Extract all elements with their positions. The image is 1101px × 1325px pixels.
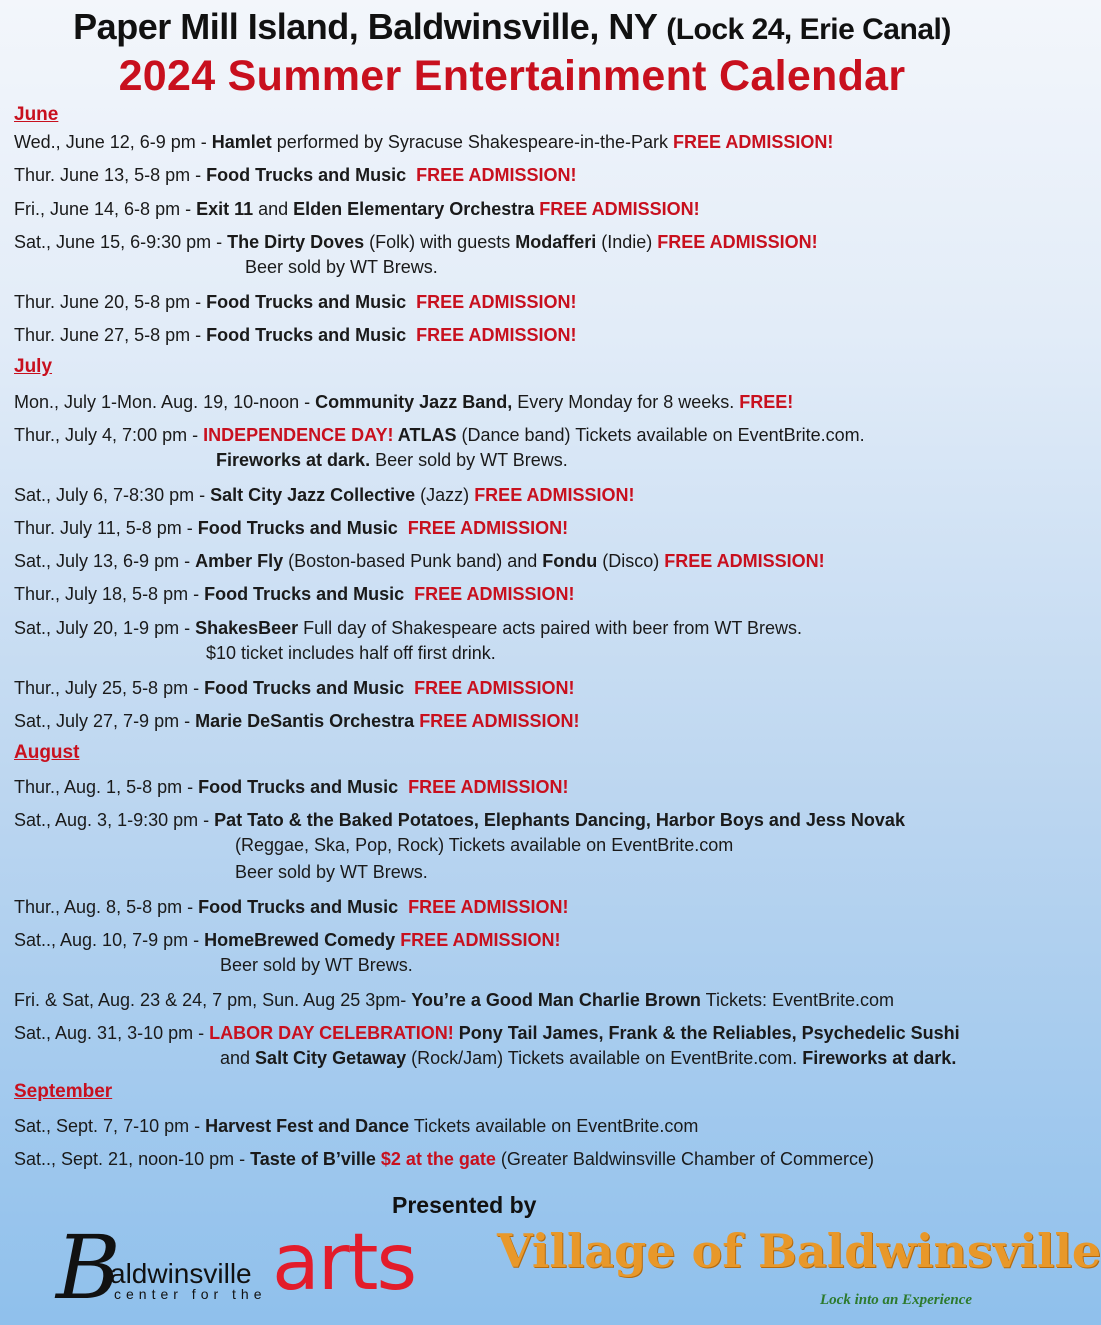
event-row: Sat.., Aug. 10, 7-9 pm - HomeBrewed Comedy FREE ADMISSION! — [14, 930, 561, 950]
month-heading-july: July — [14, 356, 53, 377]
village-of-baldwinsville-logo: Village of Baldwinsville — [497, 1224, 1101, 1278]
event-row: Mon., July 1-Mon. Aug. 19, 10-noon - Community Jazz Band, Every Monday for 8 weeks. FREE! — [14, 392, 794, 412]
event-continuation: (Reggae, Ska, Pop, Rock) Tickets available on EventBrite.com — [235, 835, 734, 855]
event-continuation: Beer sold by WT Brews. — [220, 955, 413, 975]
presented-by-label: Presented by — [392, 1192, 537, 1218]
event-row: Thur., July 18, 5-8 pm - Food Trucks and Music FREE ADMISSION! — [14, 584, 575, 604]
event-row: Sat., July 27, 7-9 pm - Marie DeSantis Orchestra FREE ADMISSION! — [14, 711, 580, 731]
village-tagline: Lock into an Experience — [820, 1292, 973, 1308]
event-row: Sat., July 13, 6-9 pm - Amber Fly (Boston-based Punk band) and Fondu (Disco) FREE ADMISSION! — [14, 551, 825, 571]
event-row: Sat., July 6, 7-8:30 pm - Salt City Jazz Collective (Jazz) FREE ADMISSION! — [14, 485, 635, 505]
event-row: Thur. June 27, 5-8 pm - Food Trucks and Music FREE ADMISSION! — [14, 325, 577, 345]
event-row: Sat., Sept. 7, 7-10 pm - Harvest Fest and Dance Tickets available on EventBrite.com — [14, 1116, 699, 1136]
event-continuation: $10 ticket includes half off first drink. — [206, 643, 496, 663]
month-heading-august: August — [14, 742, 80, 763]
event-row: Thur., Aug. 8, 5-8 pm - Food Trucks and Music FREE ADMISSION! — [14, 897, 569, 917]
event-row: Thur. July 11, 5-8 pm - Food Trucks and Music FREE ADMISSION! — [14, 518, 569, 538]
event-continuation: Beer sold by WT Brews. — [235, 862, 428, 882]
event-row: Sat., Aug. 31, 3-10 pm - LABOR DAY CELEBRATION! Pony Tail James, Frank & the Reliables, Psychedelic Sushi — [14, 1023, 960, 1043]
event-row: Sat.., Sept. 21, noon-10 pm - Taste of B’ville $2 at the gate (Greater Baldwinsville Chamber of Commerce) — [14, 1149, 875, 1169]
event-row: Thur., July 4, 7:00 pm - INDEPENDENCE DAY! ATLAS (Dance band) Tickets available on EventBrite.com. — [14, 425, 865, 445]
event-continuation: Fireworks at dark. Beer sold by WT Brews. — [216, 450, 568, 470]
page-subtitle: 2024 Summer Entertainment Calendar — [118, 52, 906, 100]
page-title — [0, 6, 1024, 48]
event-row: Thur., Aug. 1, 5-8 pm - Food Trucks and Music FREE ADMISSION! — [14, 777, 569, 797]
event-row: Fri. & Sat, Aug. 23 & 24, 7 pm, Sun. Aug 25 3pm- You’re a Good Man Charlie Brown Tickets: EventBrite.com — [14, 990, 894, 1010]
event-row: Thur. June 20, 5-8 pm - Food Trucks and Music FREE ADMISSION! — [14, 292, 577, 312]
event-row: Sat., June 15, 6-9:30 pm - The Dirty Doves (Folk) with guests Modafferi (Indie) FREE ADMISSION! — [14, 232, 818, 252]
event-continuation: and Salt City Getaway (Rock/Jam) Tickets available on EventBrite.com. Fireworks at dark. — [220, 1048, 957, 1068]
event-row: Thur., July 25, 5-8 pm - Food Trucks and Music FREE ADMISSION! — [14, 678, 575, 698]
event-continuation: Beer sold by WT Brews. — [245, 257, 438, 277]
event-row: Fri., June 14, 6-8 pm - Exit 11 and Elden Elementary Orchestra FREE ADMISSION! — [14, 199, 700, 219]
event-row: Sat., Aug. 3, 1-9:30 pm - Pat Tato & the Baked Potatoes, Elephants Dancing, Harbor Boys and Jess Novak — [14, 810, 905, 830]
month-heading-september: September — [14, 1081, 113, 1102]
baldwinsville-arts-logo: B aldwinsville arts center for the — [56, 1216, 416, 1319]
event-row: Wed., June 12, 6-9 pm - Hamlet performed by Syracuse Shakespeare-in-the-Park FREE ADMISSION! — [14, 132, 834, 152]
title-location: Paper Mill Island, Baldwinsville, NY — [73, 6, 657, 47]
month-heading-june: June — [14, 104, 59, 125]
title-lock: (Lock 24, Erie Canal) — [666, 13, 951, 46]
event-row: Sat., July 20, 1-9 pm - ShakesBeer Full day of Shakespeare acts paired with beer from WT Brews. — [14, 618, 803, 638]
event-row: Thur. June 13, 5-8 pm - Food Trucks and Music FREE ADMISSION! — [14, 165, 577, 185]
